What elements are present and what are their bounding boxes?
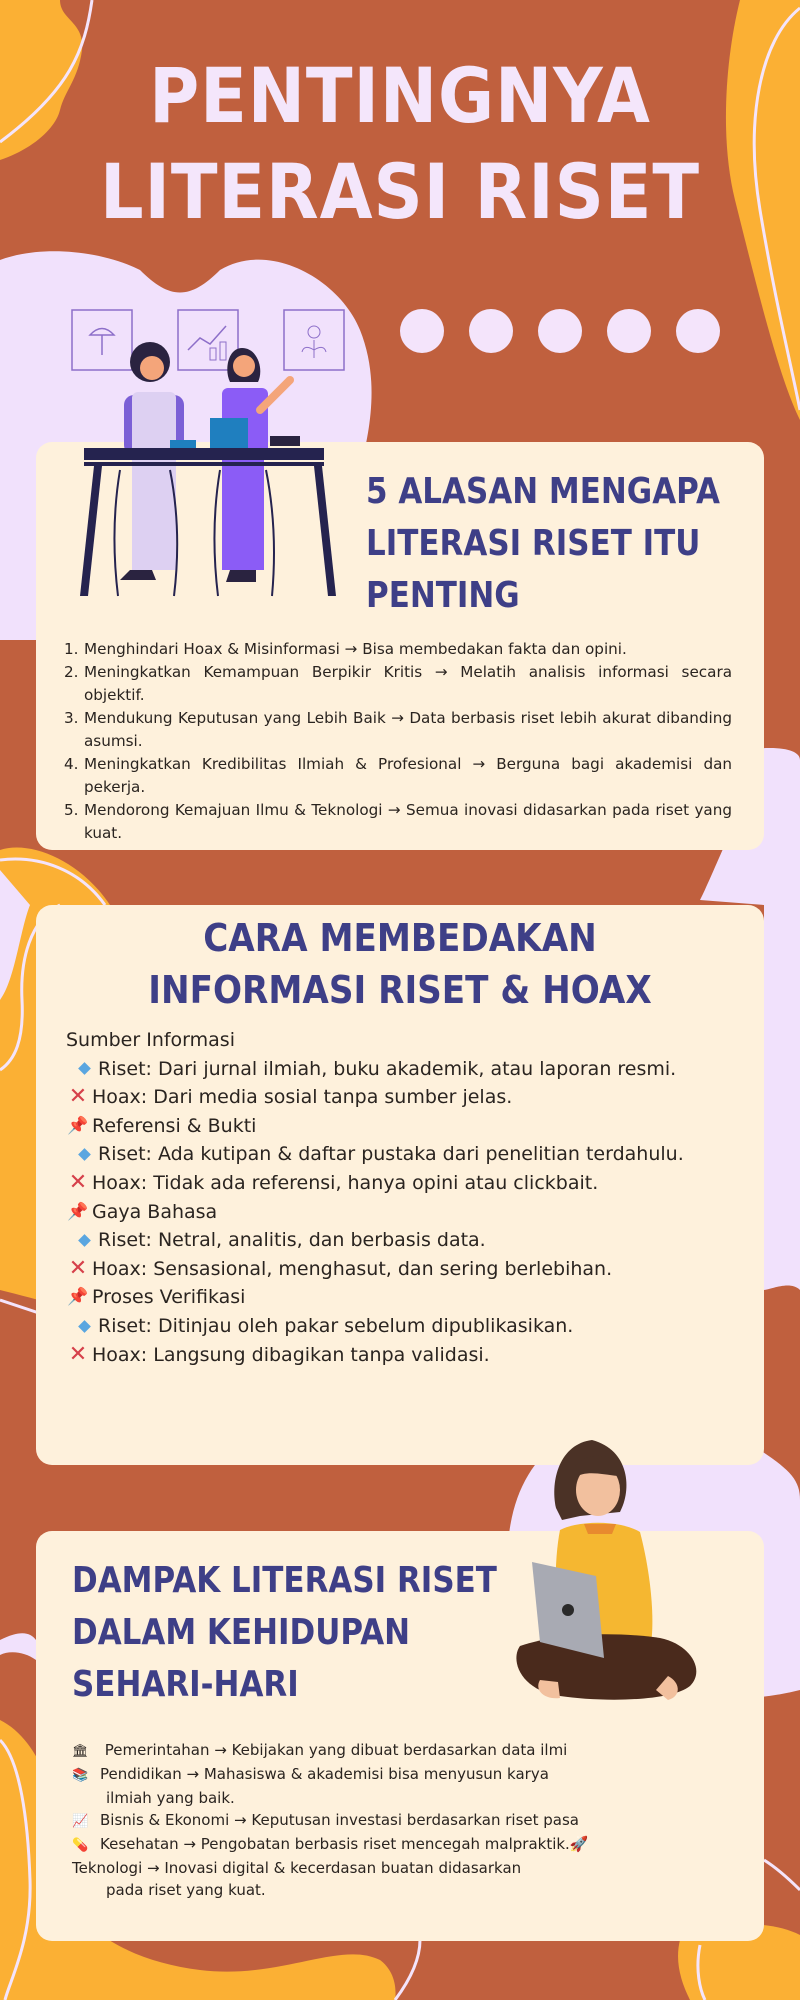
heading-line: LITERASI RISET ITU — [366, 523, 701, 564]
heading-line: DAMPAK LITERASI RISET — [72, 1560, 497, 1601]
list-number: 3. — [64, 709, 79, 727]
impact-text: Pemerintahan → Kebijakan yang dibuat berdasarkan data ilmi — [100, 1741, 568, 1759]
list-item — [72, 1809, 589, 1833]
riset-text: Riset: Netral, analitis, dan berbasis data. — [98, 1229, 486, 1252]
classical-building-icon: 🏛 — [72, 1744, 89, 1759]
riset-row — [66, 1055, 684, 1084]
list-item — [72, 1833, 589, 1857]
reasons-list — [64, 638, 732, 845]
dot-icon — [400, 309, 444, 353]
line: dibanding asumsi. — [84, 709, 732, 750]
list-item — [64, 638, 732, 661]
category-label: Proses Verifikasi — [92, 1286, 246, 1309]
list-item — [72, 1763, 589, 1787]
cross-mark-icon: ✕ — [68, 1084, 88, 1110]
riset-text: Riset: Dari jurnal ilmiah, buku akademik, atau laporan resmi. — [98, 1057, 677, 1080]
list-item-continuation — [72, 1787, 589, 1809]
line: riset yang kuat. — [84, 801, 733, 842]
dot-icon — [676, 309, 720, 353]
impact-text: pada riset yang kuat. — [106, 1881, 266, 1899]
heading-line: INFORMASI RISET & HOAX — [148, 968, 652, 1012]
blue-diamond-icon — [72, 1236, 96, 1245]
comparison-list — [66, 1026, 684, 1369]
riset-text: Riset: Ada kutipan & daftar pustaka dari penelitian terdahulu. — [98, 1143, 684, 1166]
riset-row — [66, 1312, 684, 1341]
category-row — [66, 1026, 684, 1055]
list-item — [64, 661, 732, 707]
section2-heading — [72, 912, 727, 1016]
cross-mark-icon: ✕ — [68, 1341, 88, 1367]
list-item — [64, 799, 732, 845]
list-text — [84, 707, 732, 753]
category-row — [66, 1112, 684, 1141]
heading-line: DALAM KEHIDUPAN — [72, 1612, 411, 1653]
line: Mendukung Keputusan yang Lebih Baik → Data berbasis riset lebih akurat — [84, 709, 652, 727]
blue-diamond-icon — [72, 1064, 96, 1073]
heading-line: 5 ALASAN MENGAPA — [366, 471, 720, 512]
hoax-text: Hoax: Sensasional, menghasut, dan sering berlebihan. — [92, 1257, 613, 1280]
section1-heading — [366, 466, 720, 622]
line: secara objektif. — [84, 663, 733, 704]
category-label: Sumber Informasi — [66, 1029, 235, 1051]
impact-text: Kesehatan → Pengobatan berbasis riset mencegah malpraktik.🚀 — [100, 1835, 589, 1853]
impact-text: ilmiah yang baik. — [106, 1789, 235, 1807]
pill-icon: 💊 — [72, 1838, 89, 1853]
decorative-dots — [400, 309, 720, 353]
impact-list — [72, 1739, 589, 1901]
list-text — [84, 661, 732, 707]
list-number: 5. — [64, 801, 79, 819]
title-line-2: LITERASI RISET — [100, 147, 700, 236]
hoax-text: Hoax: Dari media sosial tanpa sumber jelas. — [92, 1086, 513, 1109]
line: dan pekerja. — [84, 755, 733, 796]
blue-diamond-icon — [72, 1150, 96, 1159]
heading-line: CARA MEMBEDAKAN — [203, 916, 597, 960]
blue-diamond-icon — [72, 1322, 96, 1331]
hoax-row — [66, 1341, 684, 1370]
list-number: 2. — [64, 663, 79, 681]
category-row — [66, 1283, 684, 1312]
riset-row — [66, 1140, 684, 1169]
chart-increasing-icon: 📈 — [72, 1814, 89, 1829]
line: Meningkatkan Kemampuan Berpikir Kritis → Melatih analisis informasi — [84, 663, 669, 681]
list-item — [72, 1857, 589, 1879]
heading-line: PENTING — [366, 575, 520, 616]
dot-icon — [607, 309, 651, 353]
line: Meningkatkan Kredibilitas Ilmiah & Profesional → Berguna bagi akademisi — [84, 755, 693, 773]
impact-text: Bisnis & Ekonomi → Keputusan investasi berdasarkan riset pasa — [100, 1811, 579, 1829]
impact-text: Pendidikan → Mahasiswa & akademisi bisa menyusun karya — [100, 1765, 549, 1783]
dot-icon — [469, 309, 513, 353]
hoax-text: Hoax: Langsung dibagikan tanpa validasi. — [92, 1343, 490, 1366]
page-title — [40, 48, 760, 240]
heading-line: SEHARI-HARI — [72, 1664, 299, 1705]
hoax-row — [66, 1169, 684, 1198]
title-line-1: PENTINGNYA — [149, 51, 651, 140]
list-text — [84, 799, 732, 845]
books-icon: 📚 — [72, 1768, 89, 1783]
category-label: Referensi & Bukti — [92, 1114, 257, 1137]
section3-heading — [72, 1555, 497, 1711]
impact-text: Teknologi → Inovasi digital & kecerdasan buatan didasarkan — [72, 1859, 522, 1877]
two-women-discussion-illustration — [60, 300, 370, 600]
riset-row — [66, 1226, 684, 1255]
list-item-continuation — [72, 1879, 589, 1901]
hoax-text: Hoax: Tidak ada referensi, hanya opini atau clickbait. — [92, 1171, 599, 1194]
pushpin-icon: 📌 — [67, 1287, 89, 1308]
line: Mendorong Kemajuan Ilmu & Teknologi → Semua inovasi didasarkan pada — [84, 801, 650, 819]
list-item — [72, 1739, 589, 1763]
riset-text: Riset: Ditinjau oleh pakar sebelum dipublikasikan. — [98, 1314, 574, 1337]
pushpin-icon: 📌 — [67, 1201, 89, 1222]
list-text: Menghindari Hoax & Misinformasi → Bisa membedakan fakta dan opini. — [84, 640, 627, 658]
hoax-row — [66, 1255, 684, 1284]
hoax-row — [66, 1083, 684, 1112]
cross-mark-icon: ✕ — [68, 1256, 88, 1282]
cross-mark-icon: ✕ — [68, 1170, 88, 1196]
pushpin-icon: 📌 — [67, 1115, 89, 1136]
category-label: Gaya Bahasa — [92, 1200, 218, 1223]
list-item — [64, 753, 732, 799]
category-row — [66, 1198, 684, 1227]
dot-icon — [538, 309, 582, 353]
girl-with-laptop-illustration — [500, 1420, 740, 1710]
list-number: 4. — [64, 755, 79, 773]
list-item — [64, 707, 732, 753]
list-text — [84, 753, 732, 799]
list-number: 1. — [64, 640, 79, 658]
